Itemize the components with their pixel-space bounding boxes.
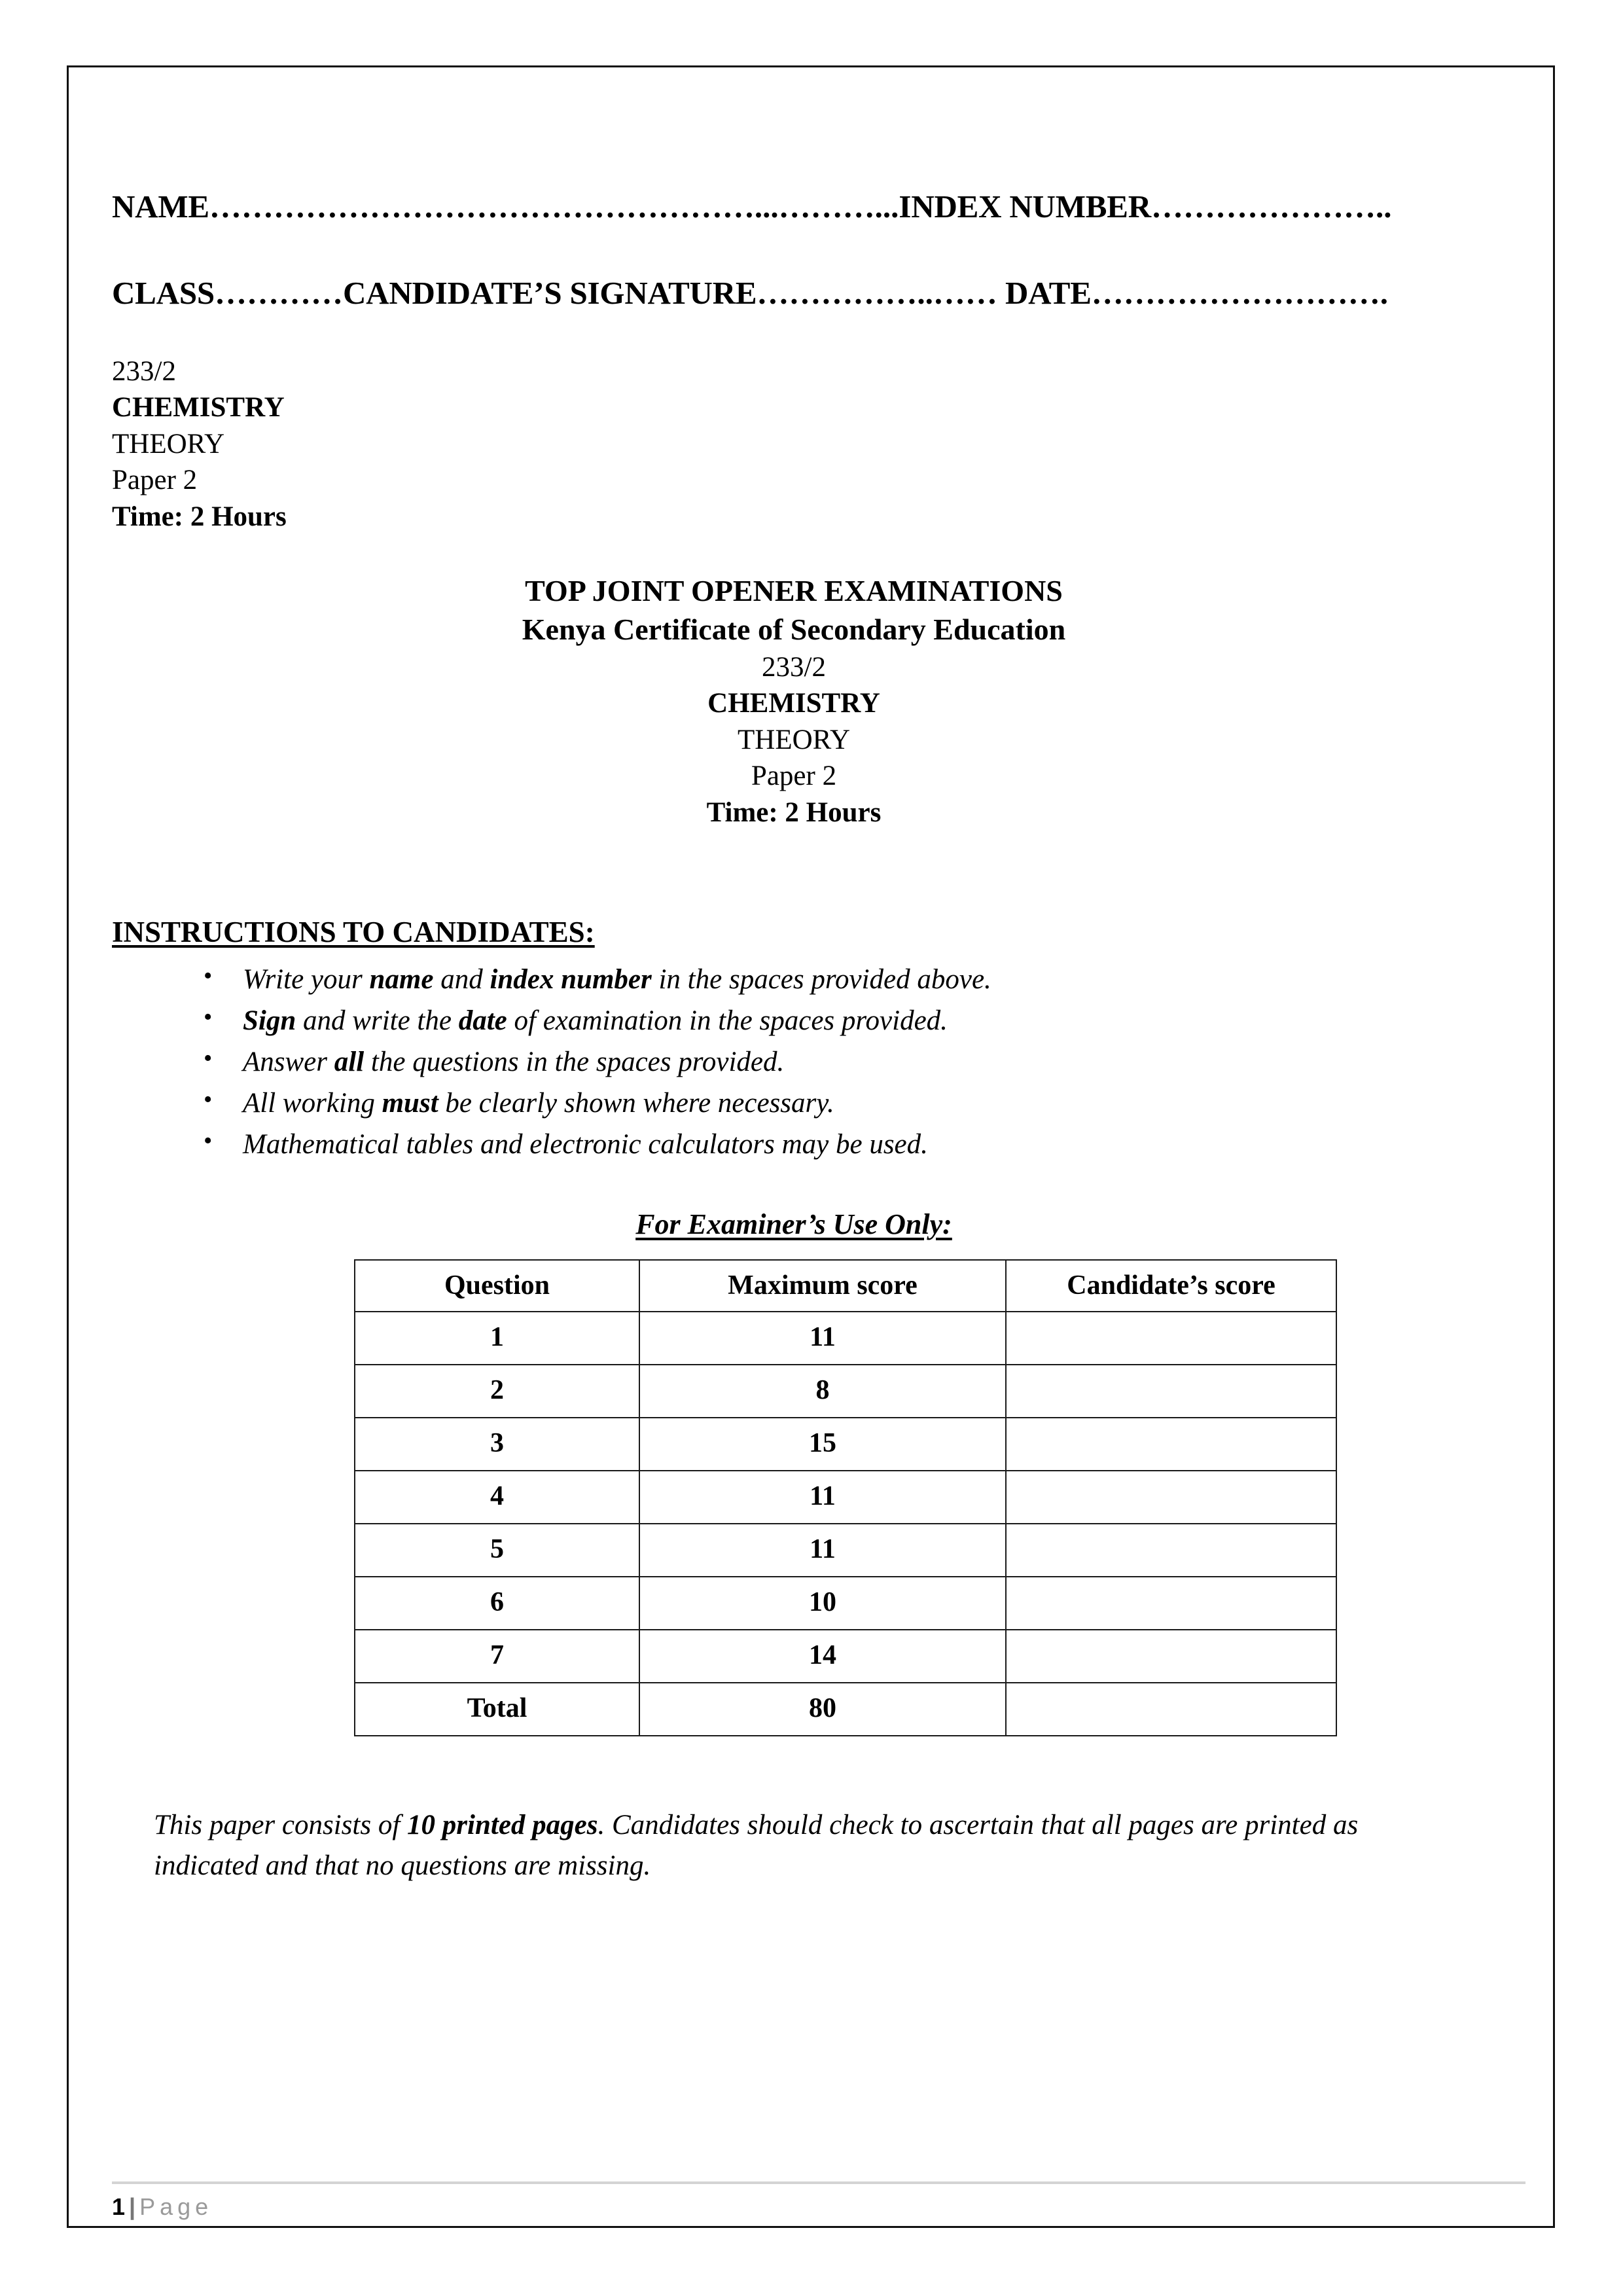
instruction-text-pre: All working [243,1088,382,1119]
bullet-icon: • [204,962,213,990]
bullet-icon: • [204,1086,213,1113]
table-row [355,1365,1336,1418]
instruction-text-mid: and write the [296,1005,459,1036]
subject-info-block [112,353,287,535]
examiner-score-table [354,1259,1337,1736]
cell-maximum-score: 11 [639,1312,1006,1365]
cell-question: 4 [355,1471,639,1524]
instruction-text-post: of examination in the spaces provided. [507,1005,948,1036]
subject-paper-code: 233/2 [112,356,176,387]
exam-title-block [100,571,1488,831]
table-header-row [355,1260,1336,1312]
index-number-label: INDEX NUMBER [899,188,1151,224]
footer-page-word: Page [139,2193,213,2220]
cell-maximum-score: 11 [639,1524,1006,1577]
instruction-emphasis-2: date [458,1005,507,1036]
cell-candidate-score[interactable] [1006,1524,1336,1577]
name-fill-dots[interactable]: ……………………………………………...………... [209,188,899,224]
exam-certificate-name: Kenya Certificate of Secondary Education [522,613,1066,647]
instruction-emphasis-1: all [334,1047,365,1077]
subject-time-allowed: Time: 2 Hours [112,501,287,532]
bullet-icon: • [204,1127,213,1155]
date-label: DATE [997,275,1092,311]
date-fill-dots[interactable]: ………………………. [1091,275,1388,311]
table-row [355,1418,1336,1471]
exam-paper-type: THEORY [738,724,850,755]
printed-pages-note-pre: This paper consists of [154,1810,408,1840]
footer-page-number: 1 [112,2193,126,2220]
examiner-use-heading-text: For Examiner’s Use Only: [635,1208,952,1240]
cell-question: 1 [355,1312,639,1365]
name-label: NAME [112,188,209,224]
cell-question: 5 [355,1524,639,1577]
instruction-emphasis-1: must [382,1088,438,1119]
class-label: CLASS [112,275,215,311]
signature-label: CANDIDATE’S SIGNATURE [342,275,757,311]
cell-candidate-score[interactable] [1006,1365,1336,1418]
instructions-list [112,962,1421,1172]
instruction-text-post: in the spaces provided above. [651,964,991,995]
column-header-question: Question [355,1260,639,1312]
cell-maximum-score-total: 80 [639,1683,1006,1736]
cell-maximum-score: 10 [639,1577,1006,1630]
index-number-fill-dots[interactable]: ………………….. [1150,188,1392,224]
exam-name: TOP JOINT OPENER EXAMINATIONS [525,574,1063,607]
bullet-icon: • [204,1045,213,1072]
exam-time-allowed: Time: 2 Hours [706,797,882,828]
table-row [355,1630,1336,1683]
exam-paper-number: Paper 2 [751,761,837,792]
page-content [100,67,1514,2226]
subject-name: CHEMISTRY [112,392,285,423]
instruction-text-mid: and [433,964,490,995]
cell-candidate-score[interactable] [1006,1312,1336,1365]
printed-pages-note-post: . Candidates should check to ascertain that all pages are printed as indicated and that no questions are missing. [154,1810,1359,1882]
list-item [112,1045,1421,1077]
page-border [67,65,1555,2228]
instruction-emphasis-2: index number [490,964,652,995]
cell-candidate-score[interactable] [1006,1418,1336,1471]
cell-candidate-score[interactable] [1006,1577,1336,1630]
list-item [112,962,1421,995]
cell-question-total-label: Total [355,1683,639,1736]
table-row [355,1312,1336,1365]
exam-subject-name: CHEMISTRY [707,688,880,719]
examiner-use-heading [100,1208,1488,1241]
cell-maximum-score: 14 [639,1630,1006,1683]
table-row-total [355,1683,1336,1736]
cell-candidate-score-total[interactable] [1006,1683,1336,1736]
footer-divider [112,2181,1525,2184]
cell-question: 6 [355,1577,639,1630]
exam-paper-code: 233/2 [762,651,826,683]
footer-separator: | [129,2193,136,2220]
subject-paper-type: THEORY [112,428,224,459]
instruction-text-post: the questions in the spaces provided. [364,1047,785,1077]
list-item [112,1086,1421,1119]
instruction-emphasis-1: name [369,964,434,995]
cell-maximum-score: 15 [639,1418,1006,1471]
subject-paper-number: Paper 2 [112,465,198,496]
printed-pages-note [154,1805,1456,1887]
list-item [112,1127,1421,1160]
table-row [355,1577,1336,1630]
table-row [355,1471,1336,1524]
bullet-icon: • [204,1003,213,1031]
list-item [112,1003,1421,1036]
class-fill-dots[interactable]: ………… [214,275,343,311]
footer-page-indicator [112,2193,213,2221]
instruction-text-pre: Write your [243,964,370,995]
cell-candidate-score[interactable] [1006,1471,1336,1524]
cell-question: 7 [355,1630,639,1683]
instructions-heading: INSTRUCTIONS TO CANDIDATES: [112,916,595,948]
cell-question: 3 [355,1418,639,1471]
column-header-candidate-score: Candidate’s score [1006,1260,1336,1312]
column-header-maximum-score: Maximum score [639,1260,1006,1312]
class-signature-date-line [112,276,1388,311]
instruction-emphasis-1: Sign [243,1005,296,1036]
cell-question: 2 [355,1365,639,1418]
instruction-text-pre: Answer [243,1047,334,1077]
cell-maximum-score: 8 [639,1365,1006,1418]
instruction-text-post: be clearly shown where necessary. [438,1088,834,1119]
printed-pages-count: 10 printed pages [407,1810,598,1840]
cell-candidate-score[interactable] [1006,1630,1336,1683]
signature-fill-dots[interactable]: ……………..…… [757,275,997,311]
name-index-line [112,189,1391,224]
table-row [355,1524,1336,1577]
cell-maximum-score: 11 [639,1471,1006,1524]
instruction-text-pre: Mathematical tables and electronic calculators may be used. [243,1129,928,1160]
